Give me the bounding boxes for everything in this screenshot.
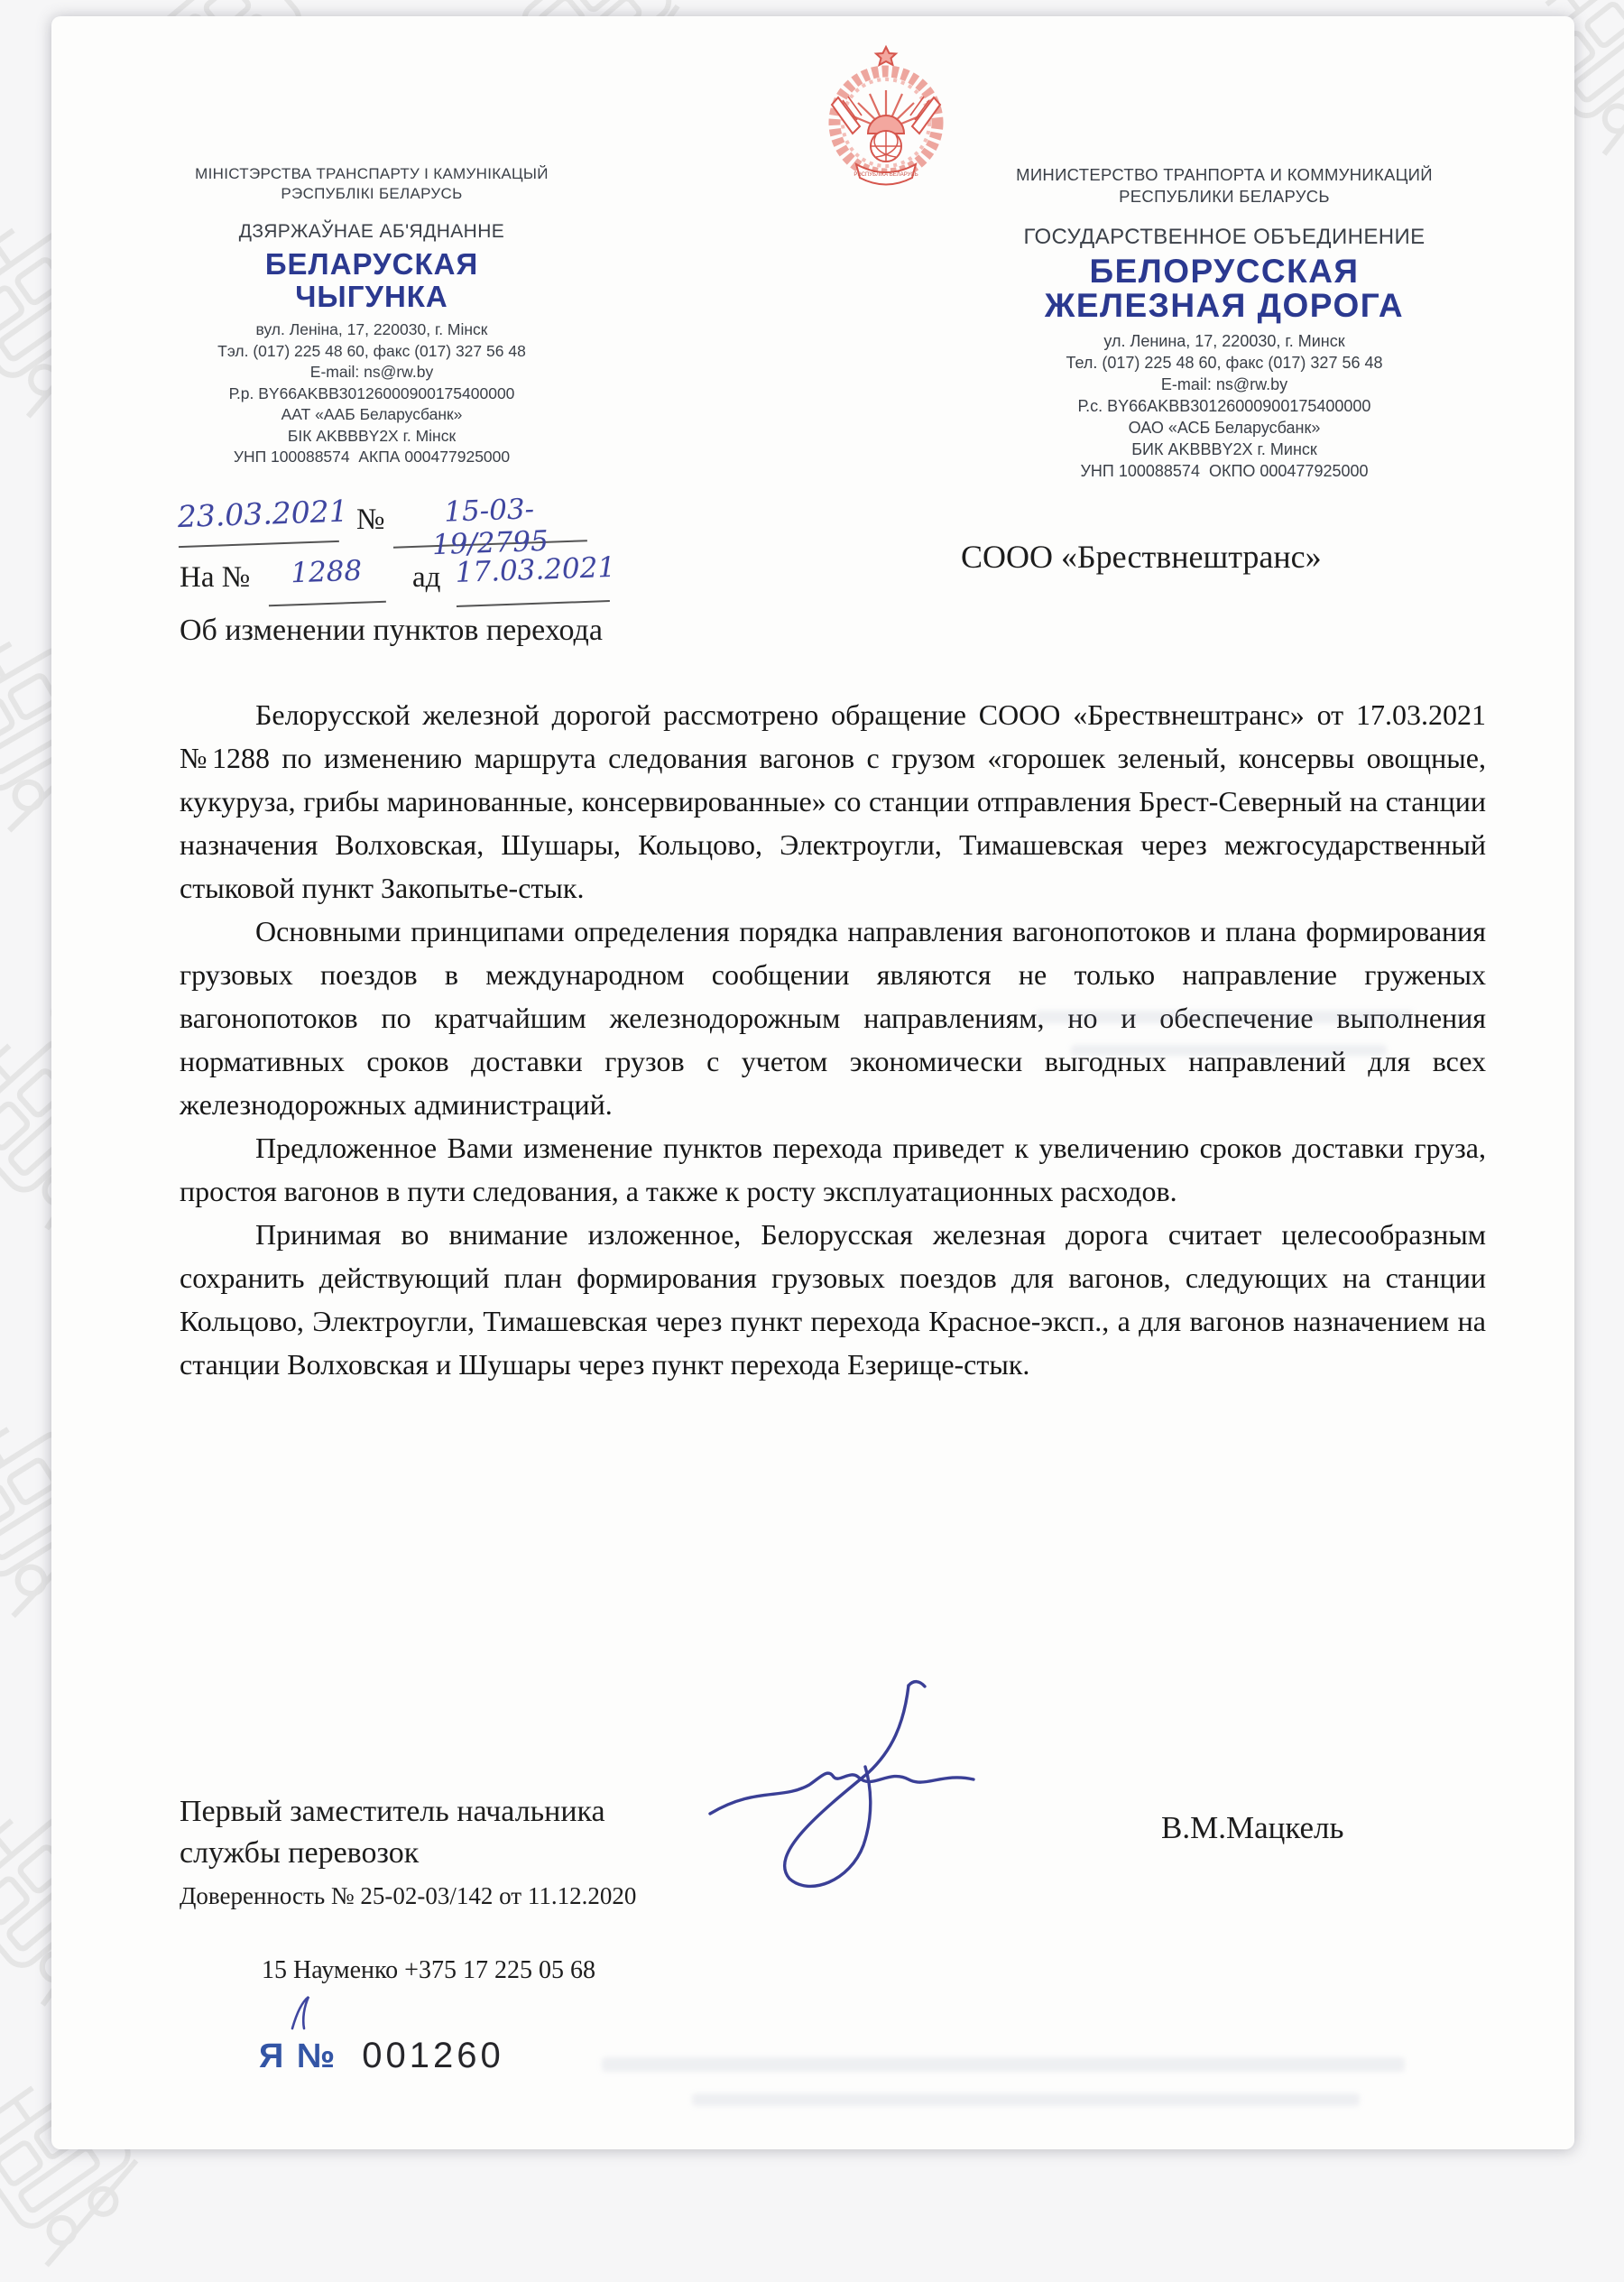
attorney-note: Доверенность № 25-02-03/142 от 11.12.2020 xyxy=(180,1882,637,1909)
address-line: УНП 100088574 ОКПО 000477925000 xyxy=(1080,462,1369,480)
body-paragraph: Принимая во внимание изложенное, Белорусская железная дорога считает целесообразным сохранить действующий план формирования грузовых поездов для вагонов, следующих на станции Кольцово, Электроугли, Тимашевская через пункт перехода Красное-эксп., а для вагонов назначением на станции Волховская и Шушары через пункт перехода Езерище-стык. xyxy=(180,1218,1486,1381)
address-line: Р.с. BY66AKBB30126000900175400000 xyxy=(1077,397,1371,415)
address-line: E-mail: ns@rw.by xyxy=(309,363,434,381)
address-line: Тэл. (017) 225 48 60, факс (017) 327 56 48 xyxy=(217,341,526,360)
bleed-through-ghost xyxy=(692,2093,1360,2106)
form-series: Я № xyxy=(259,2037,337,2075)
emblem-ribbon-text: РЭСПУБЛІКА БЕЛАРУСЬ xyxy=(854,172,918,178)
signer-title xyxy=(180,1791,605,1874)
on-number-label: На № xyxy=(180,561,251,594)
signature-autograph xyxy=(683,1678,981,1899)
incoming-date-handwritten: 17.03.2021 xyxy=(455,551,610,607)
ministry-name-line: РЭСПУБЛІКІ БЕЛАРУСЬ xyxy=(281,185,463,202)
signer-name: В.М.Мацкель xyxy=(1161,1810,1344,1845)
address-line: ул. Ленина, 17, 220030, г. Минск xyxy=(1103,332,1345,350)
body-paragraph: Предложенное Вами изменение пунктов перехода приведет к увеличению сроков доставки груза, простоя вагонов в пути следования, а также к росту эксплуатационных расходов. xyxy=(180,1132,1486,1207)
ministry-name-line: МИНИСТЕРСТВО ТРАНПОРТА И КОММУНИКАЦИЙ xyxy=(1016,165,1433,184)
incoming-number-handwritten: 1288 xyxy=(267,554,386,607)
bleed-through-ghost xyxy=(1071,1045,1387,1056)
org-name-line: БЕЛОРУССКАЯ xyxy=(1089,253,1360,290)
outgoing-number-handwritten: 15-03-19/2795 xyxy=(392,491,587,548)
ministry-name-line: РЕСПУБЛИКИ БЕЛАРУСЬ xyxy=(1119,187,1330,206)
header-right-block xyxy=(954,164,1495,482)
form-blank-line xyxy=(259,2036,504,2076)
coat-of-arms-icon xyxy=(818,43,954,192)
executor-note: 15 Науменко +375 17 225 05 68 xyxy=(262,1956,595,1984)
address-line: вул. Леніна, 17, 220030, г. Мінск xyxy=(255,320,488,338)
bleed-through-ghost xyxy=(1035,1011,1414,1023)
outgoing-date-handwritten: 23.03.2021 xyxy=(177,494,339,548)
from-label: ад xyxy=(412,561,441,594)
address-line: ААТ «ААБ Беларусбанк» xyxy=(281,405,463,423)
recipient-name: СООО «Брествнештранс» xyxy=(961,539,1322,575)
address-line: БІК AKBBBY2X г. Мінск xyxy=(287,426,457,445)
address-line: E-mail: ns@rw.by xyxy=(1160,375,1288,393)
form-number: 001260 xyxy=(362,2036,504,2075)
address-line: Р.р. BY66AKBB30126000900175400000 xyxy=(228,383,515,402)
scanned-letter-page xyxy=(51,16,1574,2149)
association-line: ГОСУДАРСТВЕННОЕ ОБЪЕДИНЕНИЕ xyxy=(1023,225,1426,249)
letter-body xyxy=(180,693,1486,1386)
subject-line: Об изменении пунктов перехода xyxy=(180,614,603,647)
association-line: ДЗЯРЖАЎНАЕ АБ'ЯДНАННЕ xyxy=(238,221,505,242)
org-name-line: ЖЕЛЕЗНАЯ ДОРОГА xyxy=(1044,287,1405,324)
signer-title-line: службы перевозок xyxy=(180,1836,420,1870)
address-block xyxy=(133,319,611,468)
bleed-through-ghost xyxy=(602,2057,1405,2072)
org-name-line: ЧЫГУНКА xyxy=(295,280,448,313)
body-paragraph: Основными принципами определения порядка направления вагонопотоков и плана формирования грузовых поездов в международном сообщении являются не только направление груженых вагонопотоков по кратчайшим железнодорожным направлениям, но и обеспечение выполнения нормативных сроков доставки грузов с учетом экономически выгодных направлений для всех железнодорожных администраций. xyxy=(180,915,1486,1121)
address-line: УНП 100088574 АКПА 000477925000 xyxy=(233,448,511,466)
body-paragraph: Белорусской железной дорогой рассмотрено обращение СООО «Брествнештранс» от 17.03.2021 №1288 по изменению маршрута следования вагонов с грузом «горошек зеленый, консервы овощные, кукуруза, грибы маринованные, консервированные» со станции отправления Брест-Северный на станции назначения Волховская, Шушары, Кольцово, Электроугли, Тимашевская через межгосударственный стыковой пункт Закопытье-стык. xyxy=(180,698,1486,904)
address-line: Тел. (017) 225 48 60, факс (017) 327 56 48 xyxy=(1066,354,1383,372)
handwritten-tick xyxy=(288,1994,315,2032)
header-left-block xyxy=(133,164,611,468)
org-name-line: БЕЛАРУСКАЯ xyxy=(264,247,479,281)
number-sign-label: № xyxy=(356,504,385,536)
address-line: БИК AKBBBY2X г. Минск xyxy=(1131,440,1317,458)
signer-title-line: Первый заместитель начальника xyxy=(180,1795,605,1828)
address-line: ОАО «АСБ Беларусбанк» xyxy=(1128,419,1321,437)
address-block xyxy=(954,330,1495,482)
ministry-name-line: МІНІСТЭРСТВА ТРАНСПАРТУ І КАМУНІКАЦЫЙ xyxy=(195,165,549,182)
